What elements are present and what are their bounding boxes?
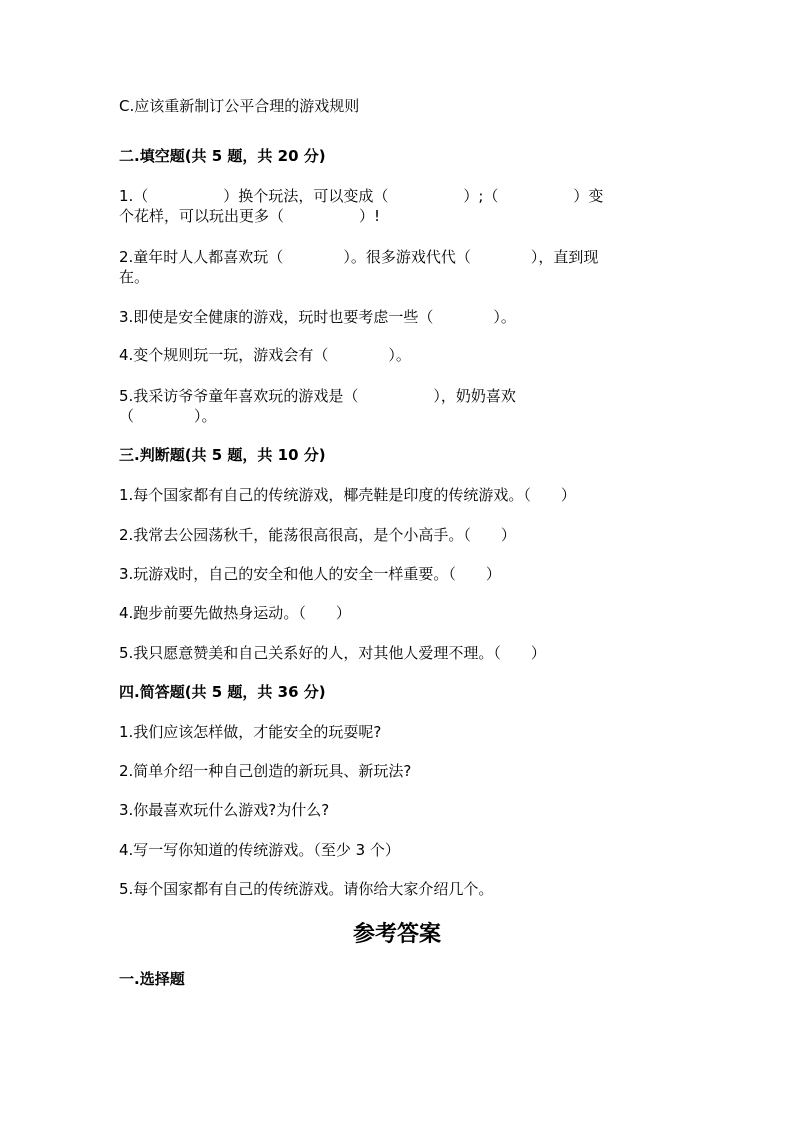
judge-question-2: 2.我常去公园荡秋千，能荡很高很高，是个小高手。（ ） xyxy=(119,526,516,544)
fill-question-5-line-1: 5.我采访爷爷童年喜欢玩的游戏是（ ），奶奶喜欢 xyxy=(119,387,516,405)
fill-question-2-line-2: 在。 xyxy=(119,268,150,286)
short-question-1: 1.我们应该怎样做，才能安全的玩耍呢? xyxy=(119,723,382,741)
fill-question-5-line-2: （ ）。 xyxy=(119,407,217,425)
fill-question-1-line-1: 1.（ ）换个玩法，可以变成（ ）;（ ）变 xyxy=(119,187,604,205)
judge-question-1: 1.每个国家都有自己的传统游戏，椰壳鞋是印度的传统游戏。（ ） xyxy=(119,486,576,504)
section-heading-true-false: 三.判断题(共 5 题，共 10 分) xyxy=(119,446,326,464)
short-question-3: 3.你最喜欢玩什么游戏?为什么? xyxy=(119,801,330,819)
judge-question-3: 3.玩游戏时，自己的安全和他人的安全一样重要。（ ） xyxy=(119,565,501,583)
section-heading-short-answer: 四.简答题(共 5 题，共 36 分) xyxy=(119,683,326,701)
judge-question-5: 5.我只愿意赞美和自己关系好的人，对其他人爱理不理。（ ） xyxy=(119,644,546,662)
fill-question-3: 3.即使是安全健康的游戏，玩时也要考虑一些（ ）。 xyxy=(119,308,516,326)
short-question-4: 4.写一写你知道的传统游戏。（至少 3 个） xyxy=(119,841,400,859)
judge-question-4: 4.跑步前要先做热身运动。（ ） xyxy=(119,604,351,622)
short-question-5: 5.每个国家都有自己的传统游戏。请你给大家介绍几个。 xyxy=(119,880,494,898)
section-heading-fill-blank: 二.填空题(共 5 题，共 20 分) xyxy=(119,147,326,165)
answer-key-title: 参考答案 xyxy=(352,922,441,947)
answer-section-heading-choice: 一.选择题 xyxy=(119,970,185,988)
fill-question-4: 4.变个规则玩一玩，游戏会有（ ）。 xyxy=(119,346,411,364)
fill-question-2-line-1: 2.童年时人人都喜欢玩（ ）。很多游戏代代（ ），直到现 xyxy=(119,248,599,266)
choice-option-c: C.应该重新制订公平合理的游戏规则 xyxy=(119,97,360,115)
fill-question-1-line-2: 个花样，可以玩出更多（ ）! xyxy=(119,207,381,225)
short-question-2: 2.简单介绍一种自己创造的新玩具、新玩法? xyxy=(119,762,412,780)
